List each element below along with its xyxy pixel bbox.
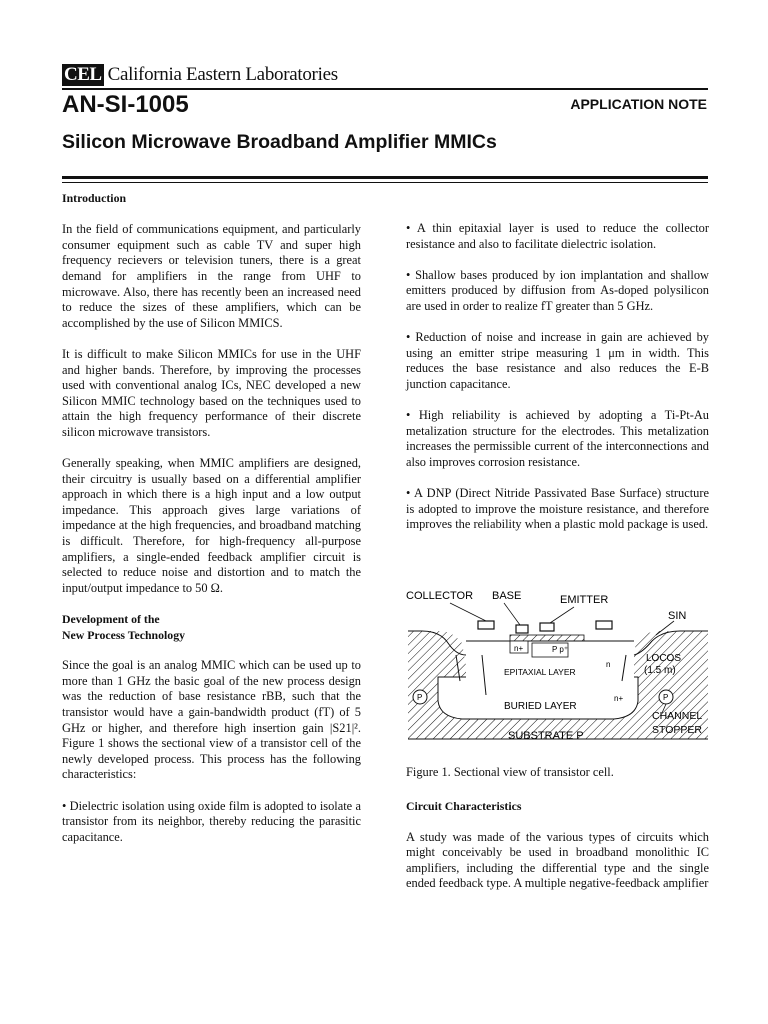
label-collector: COLLECTOR bbox=[406, 590, 474, 602]
right-column bbox=[406, 221, 709, 548]
intro-paragraph-3: Generally speaking, when MMIC amplifiers are designed, their circuitry is usually based on a differential amplifier approach in which there is a high input and a low output impedance. This approach gives large variations of impedance at the high frequencies, and broadband matching is difficult. Therefore, for high-frequency all-purpose amplifiers, a single-ended feedback amplifier circuit is selected to reduce noise and distortion and to match the input/output impedance to 50 Ω. bbox=[62, 456, 361, 595]
development-heading bbox=[62, 612, 361, 643]
figure-caption: Figure 1. Sectional view of transistor cell. bbox=[406, 765, 614, 779]
label-channel: CHANNEL bbox=[652, 710, 703, 722]
bullet-noise-reduction: • Reduction of noise and increase in gain are achieved by using an emitter stripe measuring 1 μm in width. This reduces the base resistance and also reduces the E-B junction capacitance. bbox=[406, 330, 709, 391]
intro-paragraph-1: In the field of communications equipment, and particularly consumer equipment such as cable TV and super high frequency recievers or television tuners, there is a great demand for amplifiers in the range from UHF to microwave. Also, there has recently been an increased need to reduce the sizes of these amplifiers, which can be accomplished by the use of Silicon MMICS. bbox=[62, 222, 361, 330]
collector-leader bbox=[450, 603, 486, 621]
title-rule-thin bbox=[62, 182, 708, 183]
bullet-dielectric-isolation: • Dielectric isolation using oxide film is adopted to isolate a transistor from its neighbor, thereby reducing the parasitic capacitance. bbox=[62, 798, 361, 844]
development-heading-line-1: Development of the bbox=[62, 612, 160, 627]
label-n-plus-left: n+ bbox=[514, 644, 524, 653]
document-number: AN-SI-1005 bbox=[62, 91, 189, 118]
circuit-characteristics-heading: Circuit Characteristics bbox=[406, 799, 522, 813]
label-p-left: P bbox=[417, 693, 423, 702]
label-locos-line-2: (1.5 m) bbox=[644, 665, 676, 676]
bullet-dnp-structure: • A DNP (Direct Nitride Passivated Base Surface) structure is adopted to improve the moisture resistance, and therefore improves the reliability when a plastic mold package is used. bbox=[406, 486, 709, 532]
label-stopper: STOPPER bbox=[652, 724, 702, 736]
development-paragraph: Since the goal is an analog MMIC which can be used up to more than 1 GHz the basic goal of the new process design was the reduction of base resistance rBB, such that the transistor would have a gain-bandwidth product (fT) of 5 GHz or higher, and therefore high insertion gain |S21|². Figure 1 shows the sectional view of a transistor cell of the newly developed process. This process has the following characteristics: bbox=[62, 658, 361, 782]
collector-contact bbox=[478, 621, 494, 629]
introduction-heading: Introduction bbox=[62, 191, 127, 205]
base-leader bbox=[504, 603, 520, 625]
label-p-right: P bbox=[663, 693, 669, 702]
base-contact bbox=[516, 625, 528, 633]
bullet-high-reliability: • High reliability is achieved by adopting a Ti-Pt-Au metalization structure for the electrodes. This metalization increases the permissible current of the interconnections and also improves corrosion resistance. bbox=[406, 408, 709, 469]
development-heading-line-2: New Process Technology bbox=[62, 627, 185, 642]
label-base: BASE bbox=[492, 590, 522, 602]
title-rule-thick bbox=[62, 176, 708, 179]
emitter-contact bbox=[540, 623, 554, 631]
passivation-layer bbox=[510, 635, 584, 641]
company-name: California Eastern Laboratories bbox=[107, 64, 338, 85]
label-locos-line-1: LOCOS bbox=[646, 653, 682, 664]
label-n-plus-right: n+ bbox=[614, 694, 624, 703]
label-sin: SIN bbox=[668, 610, 687, 622]
cel-logo-mark: CEL bbox=[64, 64, 102, 85]
document-title: Silicon Microwave Broadband Amplifier MMICs bbox=[62, 131, 497, 153]
intro-paragraph-2: It is difficult to make Silicon MMICs for use in the UHF and higher bands. Therefore, by improving the processes used with conventional analog ICs, NEC developed a new Silicon MMIC technology based on the techniques used to attain the high frequency performance of their discrete silicon microwave transistors. bbox=[62, 346, 361, 439]
right-contact bbox=[596, 621, 612, 629]
label-p-pplus: P p⁺ bbox=[552, 645, 569, 654]
company-logo bbox=[62, 63, 338, 87]
emitter-leader bbox=[550, 607, 574, 623]
label-buried-layer: BURIED LAYER bbox=[504, 701, 577, 712]
circuit-paragraph: A study was made of the various types of circuits which might conceivably be used in broadband monolithic IC amplifiers, including the differential type and the single ended feedback type. A multiple negative-feedback amplifier bbox=[406, 829, 709, 891]
left-column bbox=[62, 191, 361, 861]
bullet-thin-epitaxial: • A thin epitaxial layer is used to reduce the collector resistance and also to facilitate dielectric isolation. bbox=[406, 221, 709, 251]
right-column-lower bbox=[406, 799, 709, 907]
label-emitter: EMITTER bbox=[560, 594, 609, 606]
label-epitaxial-layer: EPITAXIAL LAYER bbox=[504, 667, 576, 677]
label-n-small: n bbox=[606, 660, 611, 669]
document-type: APPLICATION NOTE bbox=[570, 96, 707, 112]
header-rule bbox=[62, 88, 708, 90]
transistor-cross-section-figure bbox=[400, 585, 716, 755]
label-substrate: SUBSTRATE P bbox=[508, 730, 584, 742]
bullet-shallow-bases: • Shallow bases produced by ion implantation and shallow emitters produced by diffusion from As-doped polysilicon are used in order to realize fT greater than 5 GHz. bbox=[406, 267, 709, 313]
